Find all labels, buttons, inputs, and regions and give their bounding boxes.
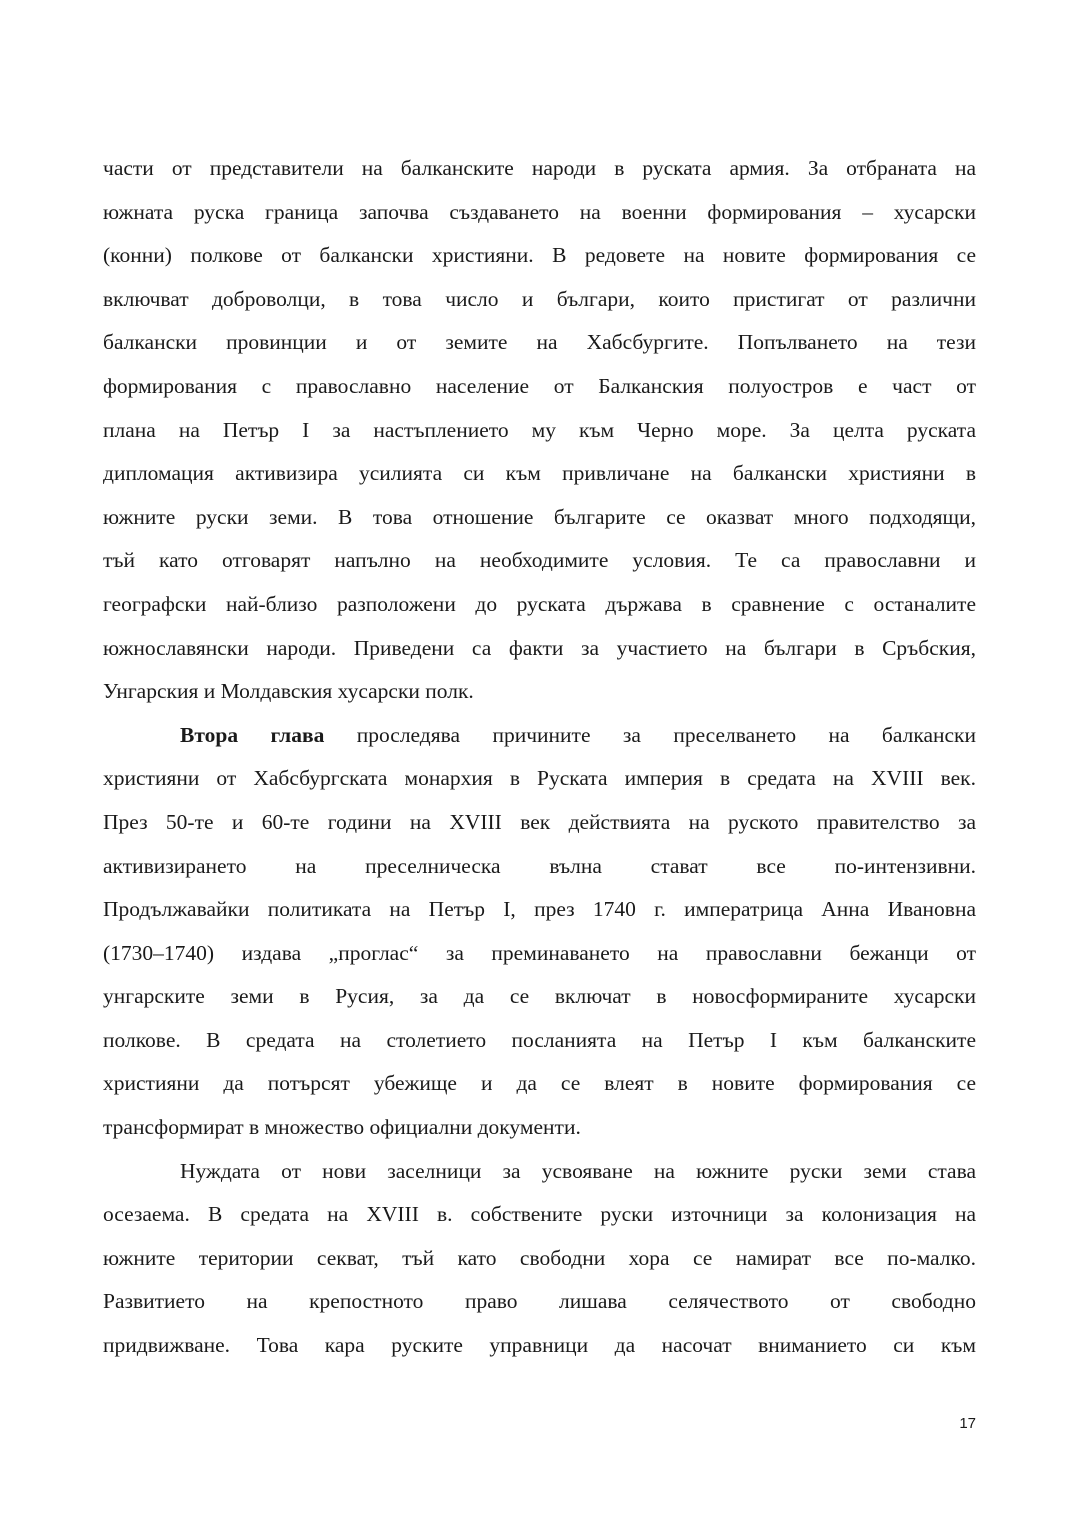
paragraph-3: [103, 1150, 976, 1368]
text-line: балкански провинции и от земите на Хабсбургите. Попълването на тези: [103, 330, 976, 355]
text-line: (1730–1740) издава „проглас“ за преминаването на православни бежанци от: [103, 940, 976, 965]
text-line: включват доброволци, в това число и българи, които пристигат от различни: [103, 286, 976, 311]
text-line: придвижване. Това кара руските управници да насочат вниманието си към: [103, 1333, 976, 1358]
text-line: южната руска граница започва създаването на военни формирования – хусарски: [103, 199, 976, 224]
text-line: географски най-близо разположени до руската държава в сравнение с останалите: [103, 591, 976, 616]
text-line: осезаема. В средата на XVIII в. собствените руски източници за колонизация на: [103, 1202, 976, 1227]
text-line: формирования с православно население от Балканския полуостров е част от: [103, 373, 976, 398]
text-line-heading: [103, 714, 976, 758]
text-line: Развитието на крепостното право лишава селячеството от свободно: [103, 1289, 976, 1314]
text-line: Нуждата от нови заселници за усвояване на южните руски земи става: [180, 1158, 976, 1183]
page-number: 17: [959, 1415, 976, 1432]
text-line: активизирането на преселническа вълна стават все по-интензивни.: [103, 853, 976, 878]
text-line: южнославянски народи. Приведени са факти за участието на българи в Сръбския,: [103, 635, 976, 660]
text-line: части от представители на балканските народи в руската армия. За отбраната на: [103, 156, 976, 180]
paragraph-2: [103, 714, 976, 1150]
chapter-first-line-rest: проследява причините за преселването на балкански: [324, 722, 976, 747]
text-line: християни да потърсят убежище и да се влеят в новите формирования се: [103, 1071, 976, 1096]
body-text: [103, 147, 976, 1368]
text-line: тъй като отговарят напълно на необходимите условия. Те са православни и: [103, 548, 976, 573]
text-line: южните руски земи. В това отношение българите се оказват много подходящи,: [103, 504, 976, 529]
text-line: полкове. В средата на столетието посланията на Петър I към балканските: [103, 1027, 976, 1052]
text-line: трансформират в множество официални документи.: [103, 1115, 581, 1140]
text-line: плана на Петър I за настъплението му към Черно море. За целта руската: [103, 417, 976, 442]
text-line: дипломация активизира усилията си към привличане на балкански християни в: [103, 461, 976, 486]
text-line: През 50-те и 60-те години на XVIII век действията на руското правителство за: [103, 809, 976, 834]
paragraph-1: [103, 147, 976, 714]
text-line: (конни) полкове от балкански християни. В редовете на новите формирования се: [103, 243, 976, 268]
text-line: унгарските земи в Русия, за да се включат в новосформираните хусарски: [103, 984, 976, 1009]
text-line: Продължавайки политиката на Петър I, през 1740 г. императрица Анна Ивановна: [103, 897, 976, 922]
text-line: южните територии секват, тъй като свободни хора се намират все по-малко.: [103, 1245, 976, 1270]
text-line: Унгарския и Молдавския хусарски полк.: [103, 679, 474, 704]
chapter-heading: Втора глава: [180, 722, 325, 747]
text-line: християни от Хабсбургската монархия в Руската империя в средата на XVIII век.: [103, 766, 976, 791]
